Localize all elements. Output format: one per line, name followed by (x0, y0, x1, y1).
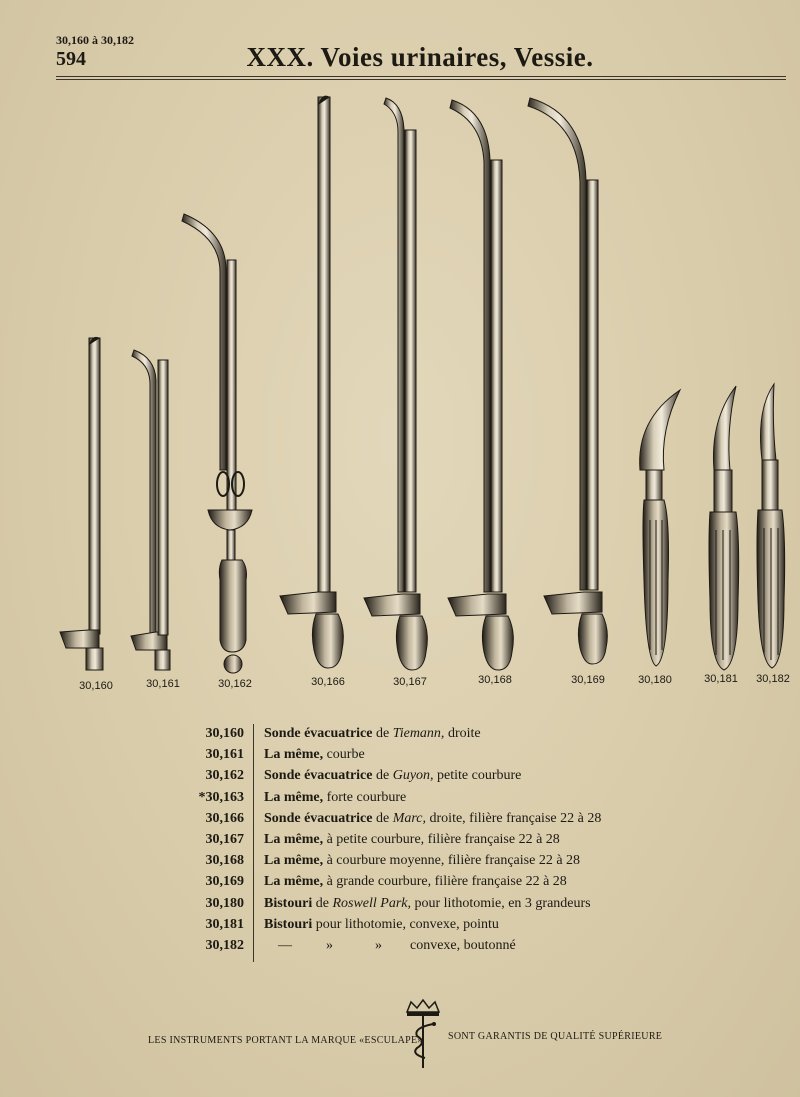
item-detail: droite (444, 726, 481, 741)
item-text: forte courbure (323, 789, 407, 805)
caption-30169: 30,169 (571, 674, 605, 686)
caption-30160: 30,160 (79, 680, 113, 692)
list-divider (253, 724, 254, 962)
catheter-30160-drawing (60, 337, 103, 670)
item-author: Guyon, (392, 768, 434, 784)
scalpel-30182-drawing (757, 384, 785, 668)
catheter-30169-drawing (528, 98, 607, 664)
item-author: Marc, (392, 810, 427, 826)
esculape-logo (403, 998, 443, 1070)
item-description (264, 726, 481, 742)
item-number: 30,181 (205, 916, 244, 932)
item-description (264, 853, 580, 869)
item-description (264, 832, 560, 848)
item-name: Sonde évacuatrice (264, 726, 373, 741)
item-name: La même, (264, 831, 324, 847)
item-text: de (372, 726, 393, 741)
catheter-30162-drawing (182, 214, 252, 673)
item-text: à petite courbure, filière française 22 à 28 (323, 831, 560, 847)
item-number: 30,166 (205, 810, 244, 826)
item-description (264, 747, 365, 763)
item-name: La même, (264, 789, 324, 805)
item-description (264, 768, 521, 784)
instrument-illustrations (0, 85, 800, 685)
item-description (264, 917, 499, 933)
caption-30162: 30,162 (218, 678, 252, 690)
caption-30168: 30,168 (478, 674, 512, 686)
page-number: 594 (56, 48, 86, 70)
item-detail: droite, filière française 22 à 28 (426, 810, 602, 826)
item-detail: convexe, boutonné (410, 937, 516, 953)
header-rule-double (56, 79, 786, 80)
item-name: La même, (264, 747, 324, 763)
page-title-text: XXX. Voies urinaires, Vessie. (246, 42, 594, 72)
item-name: La même, (264, 853, 324, 869)
item-text: de (312, 895, 333, 911)
item-description (264, 896, 591, 912)
footer-left-text: LES INSTRUMENTS PORTANT LA MARQUE «ESCULAPE» (148, 1035, 423, 1046)
ditto-mark: » (375, 937, 382, 953)
item-text: de (372, 810, 393, 826)
item-text: courbe (323, 747, 365, 763)
item-number: 30,167 (205, 831, 244, 847)
item-name: La même, (264, 874, 324, 890)
item-name: Sonde évacuatrice (264, 810, 373, 826)
item-number: 30,180 (205, 895, 244, 911)
item-author: Roswell Park, (332, 895, 411, 911)
item-description (264, 811, 601, 827)
catheter-30161-drawing (131, 350, 170, 670)
page-title (0, 42, 800, 73)
item-number: 30,182 (205, 937, 244, 953)
item-description (264, 790, 406, 806)
caption-30161: 30,161 (146, 678, 180, 690)
scalpel-30180-drawing (640, 390, 680, 666)
item-description (264, 938, 516, 954)
ditto-dash: — (278, 937, 292, 953)
item-author: Tiemann, (392, 726, 445, 741)
scalpel-30181-drawing (709, 386, 739, 670)
item-text: pour lithotomie, convexe, pointu (312, 916, 499, 932)
header-rule (56, 76, 786, 77)
item-number: 30,160 (205, 726, 244, 741)
catheter-30166-drawing (280, 96, 343, 668)
catheter-30167-drawing (364, 98, 427, 670)
item-number: *30,163 (198, 789, 244, 805)
item-name: Bistouri (264, 916, 313, 932)
item-number: 30,169 (205, 874, 244, 890)
item-detail: pour lithotomie, en 3 grandeurs (411, 895, 591, 911)
caption-30166: 30,166 (311, 676, 345, 688)
caption-30182: 30,182 (756, 673, 790, 685)
item-name: Bistouri (264, 895, 313, 911)
caption-30181: 30,181 (704, 673, 738, 685)
item-number: 30,168 (205, 853, 244, 869)
footer-right-text: SONT GARANTIS DE QUALITÉ SUPÉRIEURE (448, 1031, 663, 1042)
item-name: Sonde évacuatrice (264, 768, 373, 784)
catheter-30168-drawing (448, 100, 513, 670)
item-detail: petite courbure (433, 768, 522, 784)
item-description (264, 874, 567, 890)
item-text: de (372, 768, 393, 784)
item-number: 30,162 (205, 768, 244, 784)
item-range: 30,160 à 30,182 (56, 33, 134, 47)
caption-30167: 30,167 (393, 676, 427, 688)
item-text: à courbure moyenne, filière française 22 à 28 (323, 853, 581, 869)
item-text: à grande courbure, filière française 22 à 28 (323, 874, 567, 890)
item-number: 30,161 (205, 747, 244, 763)
ditto-mark: » (326, 937, 333, 953)
caption-30180: 30,180 (638, 674, 672, 686)
